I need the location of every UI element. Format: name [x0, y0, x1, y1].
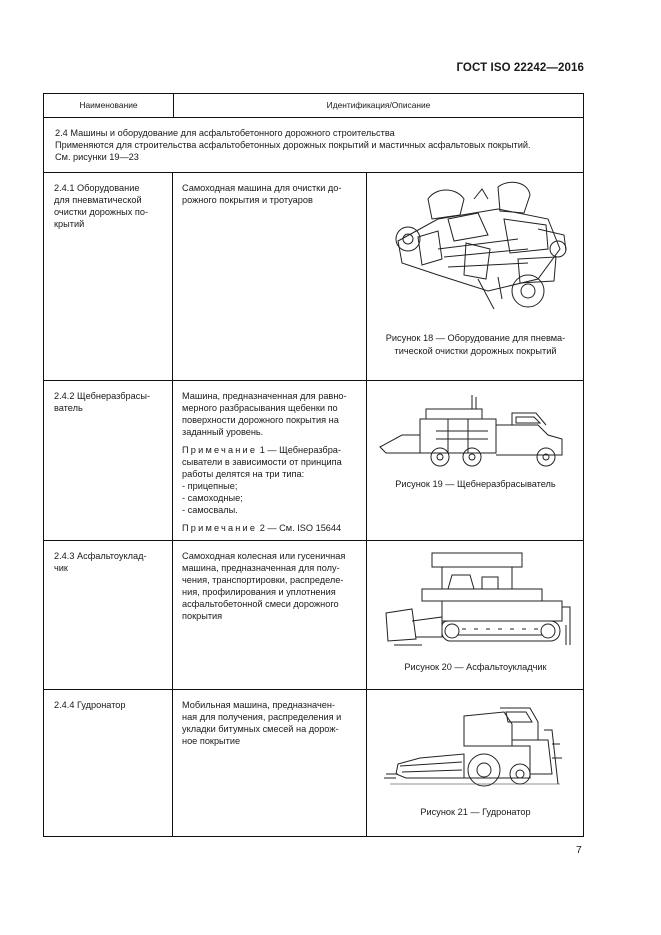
- name-line: крытий: [54, 219, 85, 229]
- name-line: 2.4.4 Гудронатор: [54, 700, 126, 710]
- figure-caption: [368, 478, 583, 491]
- section-title: 2.4 Машины и оборудование для асфальтобетонного дорожного строительства: [55, 128, 395, 138]
- description-line: заданный уровень.: [182, 427, 264, 437]
- row-name: [44, 690, 173, 836]
- row-name: [44, 381, 173, 540]
- note-line: сыватели в зависимости от принципа: [182, 457, 342, 467]
- description-line: ния, профилирования и уплотнения: [182, 587, 336, 597]
- row-description: [174, 541, 367, 689]
- figure-caption: [368, 661, 583, 674]
- description-line: Машина, предназначенная для равно-: [182, 391, 347, 401]
- table-row: [44, 173, 583, 381]
- description-line: асфальтобетонной смеси дорожного: [182, 599, 339, 609]
- name-line: очистки дорожных по-: [54, 207, 149, 217]
- section-line-1: Применяются для строительства асфальтобетонных дорожных покрытий и мастичных асфальтовых покрытий.: [55, 140, 531, 150]
- note-line: - самосвалы.: [182, 505, 238, 515]
- name-line: 2.4.1 Оборудование: [54, 183, 140, 193]
- row-description: [174, 173, 367, 380]
- table-row: [44, 690, 583, 836]
- classification-table: [43, 93, 584, 837]
- description-line: чения, транспортировки, распределе-: [182, 575, 344, 585]
- row-name: [44, 541, 173, 689]
- note-line: - прицепные;: [182, 481, 238, 491]
- figure-caption: [368, 806, 583, 819]
- name-line: ватель: [54, 403, 83, 413]
- header-description: Идентификация/Описание: [326, 100, 431, 110]
- standard-number: ГОСТ ISO 22242—2016: [456, 62, 584, 74]
- description-line: укладки битумных смесей на дорож-: [182, 724, 339, 734]
- table-row: [44, 381, 583, 541]
- pneumatic-cleaning-machine-drawing: [378, 179, 574, 319]
- caption-line: тической очистки дорожных покрытий: [394, 346, 557, 356]
- name-line: 2.4.2 Щебнеразбрасы-: [54, 391, 151, 401]
- caption-line: Рисунок 18 — Оборудование для пневма-: [385, 333, 566, 343]
- description-line: ное покрытие: [182, 736, 241, 746]
- name-line: 2.4.3 Асфальтоуклад-: [54, 551, 147, 561]
- description-line: Самоходная машина для очистки до-: [182, 183, 342, 193]
- description-line: машина, предназначенная для полу-: [182, 563, 340, 573]
- row-description: [174, 381, 367, 540]
- note-line: Примечание 1 — Щебнеразбра-: [182, 445, 341, 455]
- table-row: [44, 541, 583, 690]
- figure-cell: [368, 173, 583, 380]
- caption-line: Рисунок 19 — Щебнеразбрасыватель: [395, 479, 556, 489]
- description-line: Мобильная машина, предназначен-: [182, 700, 335, 710]
- figure-cell: [368, 541, 583, 689]
- chip-spreader-drawing: [376, 391, 576, 469]
- name-line: чик: [54, 563, 68, 573]
- caption-line: Рисунок 20 — Асфальтоукладчик: [404, 662, 547, 672]
- description-line: ная для получения, распределения и: [182, 712, 342, 722]
- bitumen-sprayer-drawing: [380, 704, 572, 798]
- description-line: покрытия: [182, 611, 223, 621]
- note-line: работы делятся на три типа:: [182, 469, 305, 479]
- table-header: [44, 94, 583, 118]
- figure-cell: [368, 381, 583, 540]
- asphalt-paver-drawing: [382, 549, 572, 659]
- description-line: Самоходная колесная или гусеничная: [182, 551, 346, 561]
- figure-cell: [368, 690, 583, 836]
- note-2: Примечание 2 — См. ISO 15644: [182, 523, 342, 533]
- figure-caption: [368, 332, 583, 358]
- page-number: 7: [576, 844, 582, 856]
- description-line: мерного разбрасывания щебенки по: [182, 403, 338, 413]
- description-line: рожного покрытия и тротуаров: [182, 195, 313, 205]
- section-line-2: См. рисунки 19—23: [55, 152, 139, 162]
- caption-line: Рисунок 21 — Гудронатор: [420, 807, 531, 817]
- note-line: - самоходные;: [182, 493, 243, 503]
- header-name: Наименование: [44, 94, 174, 117]
- description-line: поверхности дорожного покрытия на: [182, 415, 339, 425]
- name-line: для пневматической: [54, 195, 142, 205]
- row-description: [174, 690, 367, 836]
- row-name: [44, 173, 173, 380]
- section-2-4: [44, 117, 583, 173]
